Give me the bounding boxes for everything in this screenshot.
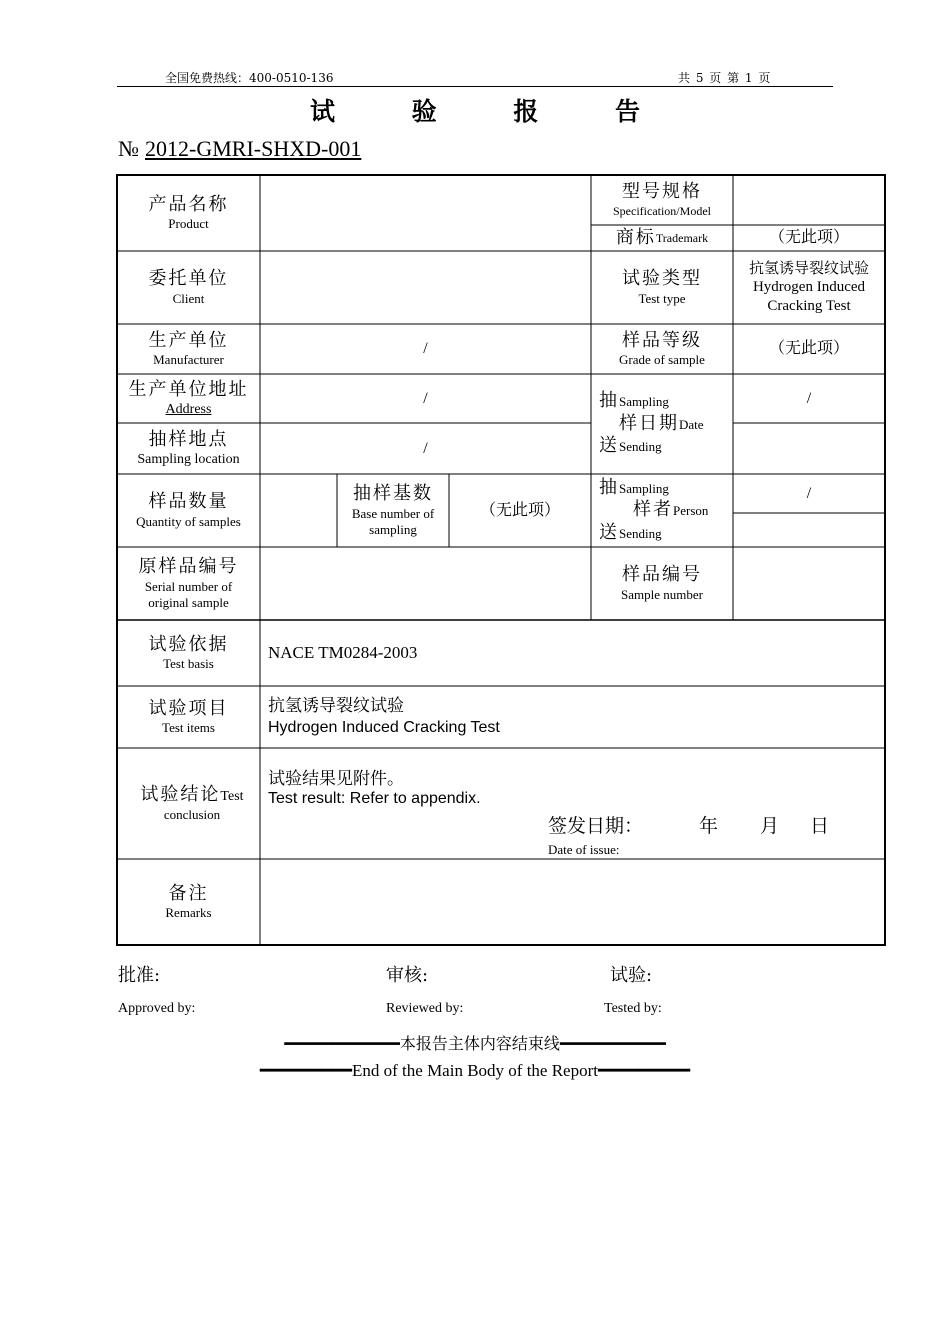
grade-label: 样品等级 Grade of sample <box>619 329 705 368</box>
conclusion-value-zh: 试验结果见附件。 <box>268 769 404 789</box>
quantity-value <box>260 474 337 547</box>
report-title: 试 验 报 告 <box>309 97 675 126</box>
conclusion-label: 试验结论Test conclusion <box>140 784 244 822</box>
basis-label: 试验依据 Test basis <box>148 633 229 672</box>
trademark-label: 商标 Trademark <box>615 226 709 248</box>
basis-value: NACE TM0284-2003 <box>268 643 418 663</box>
issue-date-en: Date of issue: <box>548 842 620 857</box>
hotline-text: 全国免费热线：400-0510-136 <box>165 71 334 85</box>
client-label: 委托单位 Client <box>148 268 229 306</box>
tested-en: Tested by: <box>604 1001 662 1016</box>
approved-label: 批准: <box>118 965 161 986</box>
base-label: 抽样基数 Base number of sampling <box>351 483 435 537</box>
end-line-en: ━━━━━━━━━End of the Main Body of the Report━━━━━━━━━ <box>259 1061 691 1080</box>
person-value: / <box>806 484 812 502</box>
reviewed-en: Reviewed by: <box>386 1001 464 1016</box>
issue-year: 年 <box>699 815 719 837</box>
location-value: / <box>423 439 428 457</box>
issue-day: 日 <box>810 815 830 837</box>
issue-month: 月 <box>760 815 780 837</box>
address-label: 生产单位地址 Address <box>128 378 249 417</box>
test-type-value: 抗氢诱导裂纹试验 Hydrogen Induced Cracking Test <box>748 259 869 314</box>
spec-label: 型号规格 Specification/Model <box>613 181 711 218</box>
reviewed-label: 审核: <box>386 965 429 986</box>
conclusion-value-en: Test result: Refer to appendix. <box>268 790 481 807</box>
sending-date-value <box>733 423 885 474</box>
number-symbol: № <box>118 136 139 161</box>
sampling-date-value: / <box>806 389 812 407</box>
manufacturer-label: 生产单位 Manufacturer <box>148 329 229 368</box>
report-number-value: 2012-GMRI-SHXD-001 <box>145 136 362 161</box>
remarks-label: 备注 Remarks <box>165 882 212 921</box>
sample-number-label: 样品编号 Sample number <box>621 564 703 602</box>
items-value: 抗氢诱导裂纹试验 Hydrogen Induced Cracking Test <box>268 696 500 736</box>
sampling-date-label: 抽Sampling 样日期Date 送Sending <box>599 390 704 457</box>
base-value: （无此项） <box>479 501 560 519</box>
trademark-value: （无此项） <box>768 229 849 246</box>
quantity-label: 样品数量 Quantity of samples <box>136 491 241 529</box>
page-info: 共 5 页 第 1 页 <box>678 71 772 85</box>
manufacturer-value: / <box>423 340 428 357</box>
approved-en: Approved by: <box>118 1001 196 1016</box>
product-label: 产品名称 Product <box>148 193 229 232</box>
location-label: 抽样地点 Sampling location <box>137 428 240 467</box>
person-label: 抽Sampling 样者Person 送Sending <box>599 476 709 543</box>
test-type-label: 试验类型 Test type <box>622 268 702 306</box>
address-value: / <box>423 389 428 407</box>
end-line-zh: ━━━━━━━━━━━━本报告主体内容结束线━━━━━━━━━━━ <box>284 1034 666 1053</box>
items-label: 试验项目 Test items <box>148 697 229 736</box>
sending-person-value <box>733 513 885 547</box>
issue-date-label: 签发日期： <box>548 815 644 837</box>
tested-label: 试验: <box>610 965 653 986</box>
serial-label: 原样品编号 Serial number of original sample <box>138 556 239 610</box>
grade-value: （无此项） <box>768 340 849 357</box>
